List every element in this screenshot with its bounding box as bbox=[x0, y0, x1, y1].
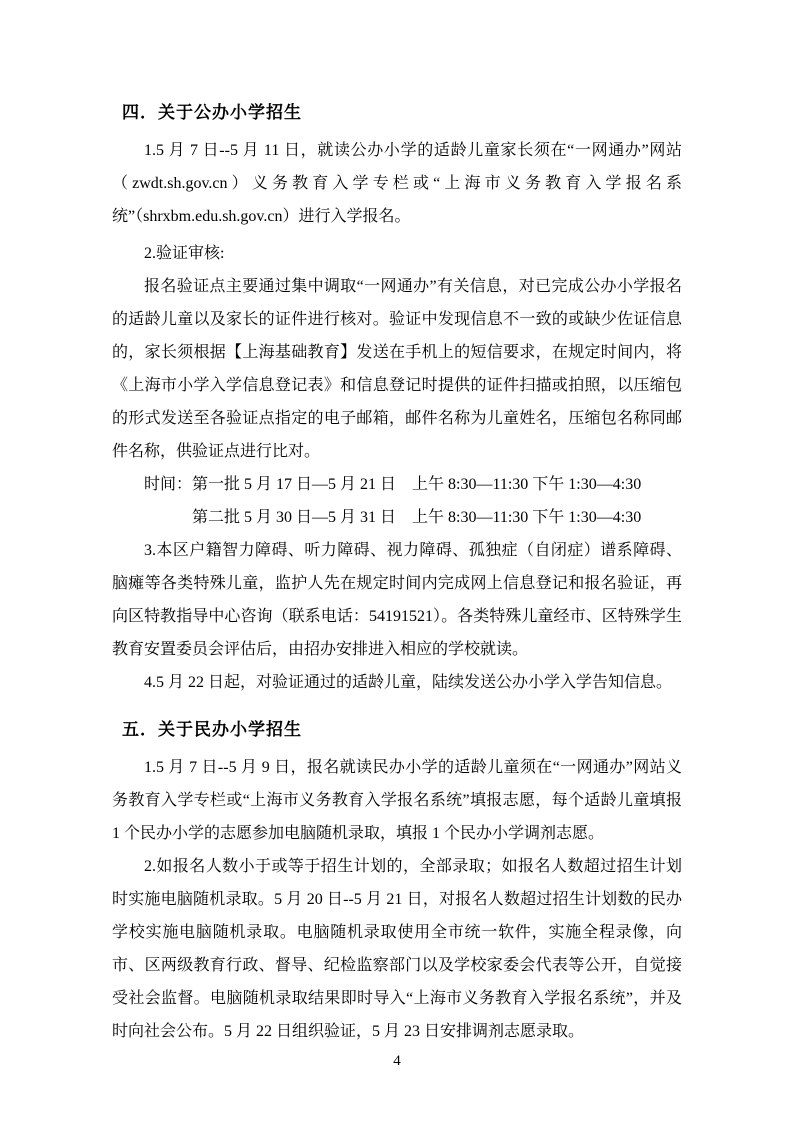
paragraph-verification-review-label: 2.验证审核: bbox=[144, 245, 225, 262]
page-number: 4 bbox=[393, 1053, 401, 1069]
schedule-line-batch-two: 第二批 5 月 30 日—5 月 31 日 上午 8:30—11:30 下午 1:30—4:30 bbox=[192, 509, 642, 526]
section-private-primary-enrollment bbox=[112, 717, 682, 1048]
paragraph-public-registration-dates: 1.5 月 7 日--5 月 11 日，就读公办小学的适龄儿童家长须在“一网通办”网站（zwdt.sh.gov.cn）义务教育入学专栏或“上海市义务教育入学报名系统”（shrxbm.edu.sh.gov.cn）进行入学报名。 bbox=[112, 142, 682, 225]
paragraph-special-children: 3.本区户籍智力障碍、听力障碍、视力障碍、孤独症（自闭症）谱系障碍、脑瘫等各类特殊儿童，监护人先在规定时间内完成网上信息登记和报名验证，再向区特教指导中心咨询（联系电话：54191521）。各类特殊儿童经市、区特殊学生教育安置委员会评估后，由招办安排进入相应的学校就读。 bbox=[112, 542, 682, 658]
schedule-line-batch-one: 时间：第一批 5 月 17 日—5 月 21 日 上午 8:30—11:30 下午 1:30—4:30 bbox=[144, 476, 642, 493]
section-heading-private-primary: 五．关于民办小学招生 bbox=[122, 720, 302, 740]
paragraph-admission-notice: 4.5 月 22 日起，对验证通过的适龄儿童，陆续发送公办小学入学告知信息。 bbox=[144, 674, 673, 691]
page-footer bbox=[112, 1050, 682, 1072]
section-public-primary-enrollment bbox=[112, 100, 682, 699]
section-heading-public-primary: 四．关于公办小学招生 bbox=[122, 103, 302, 123]
paragraph-verification-process: 报名验证点主要通过集中调取“一网通办”有关信息，对已完成公办小学报名的适龄儿童以及家长的证件进行核对。验证中发现信息不一致的或缺少佐证信息的，家长须根据【上海基础教育】发送在手机上的短信要求，在规定时间内，将《上海市小学入学信息登记表》和信息登记时提供的证件扫描或拍照，以压缩包的形式发送至各验证点指定的电子邮箱，邮件名称为儿童姓名，压缩包名称同邮件名称，供验证点进行比对。 bbox=[112, 278, 682, 460]
paragraph-private-lottery: 2.如报名人数小于或等于招生计划的，全部录取；如报名人数超过招生计划时实施电脑随机录取。5 月 20 日--5 月 21 日，对报名人数超过招生计划数的民办学校实施电脑随机录取。电脑随机录取使用全市统一软件，实施全程录像，向市、区两级教育行政、督导、纪检监察部门以及学校家委会代表等公开，自觉接受社会监督。电脑随机录取结果即时导入“上海市义务教育入学报名系统”，并及时向社会公布。5 月 22 日组织验证，5 月 23 日安排调剂志愿录取。 bbox=[112, 858, 682, 1040]
paragraph-private-application: 1.5 月 7 日--5 月 9 日，报名就读民办小学的适龄儿童须在“一网通办”网站义务教育入学专栏或“上海市义务教育入学报名系统”填报志愿，每个适龄儿童填报 1 个民办小学的志愿参加电脑随机录取，填报 1 个民办小学调剂志愿。 bbox=[112, 759, 682, 842]
